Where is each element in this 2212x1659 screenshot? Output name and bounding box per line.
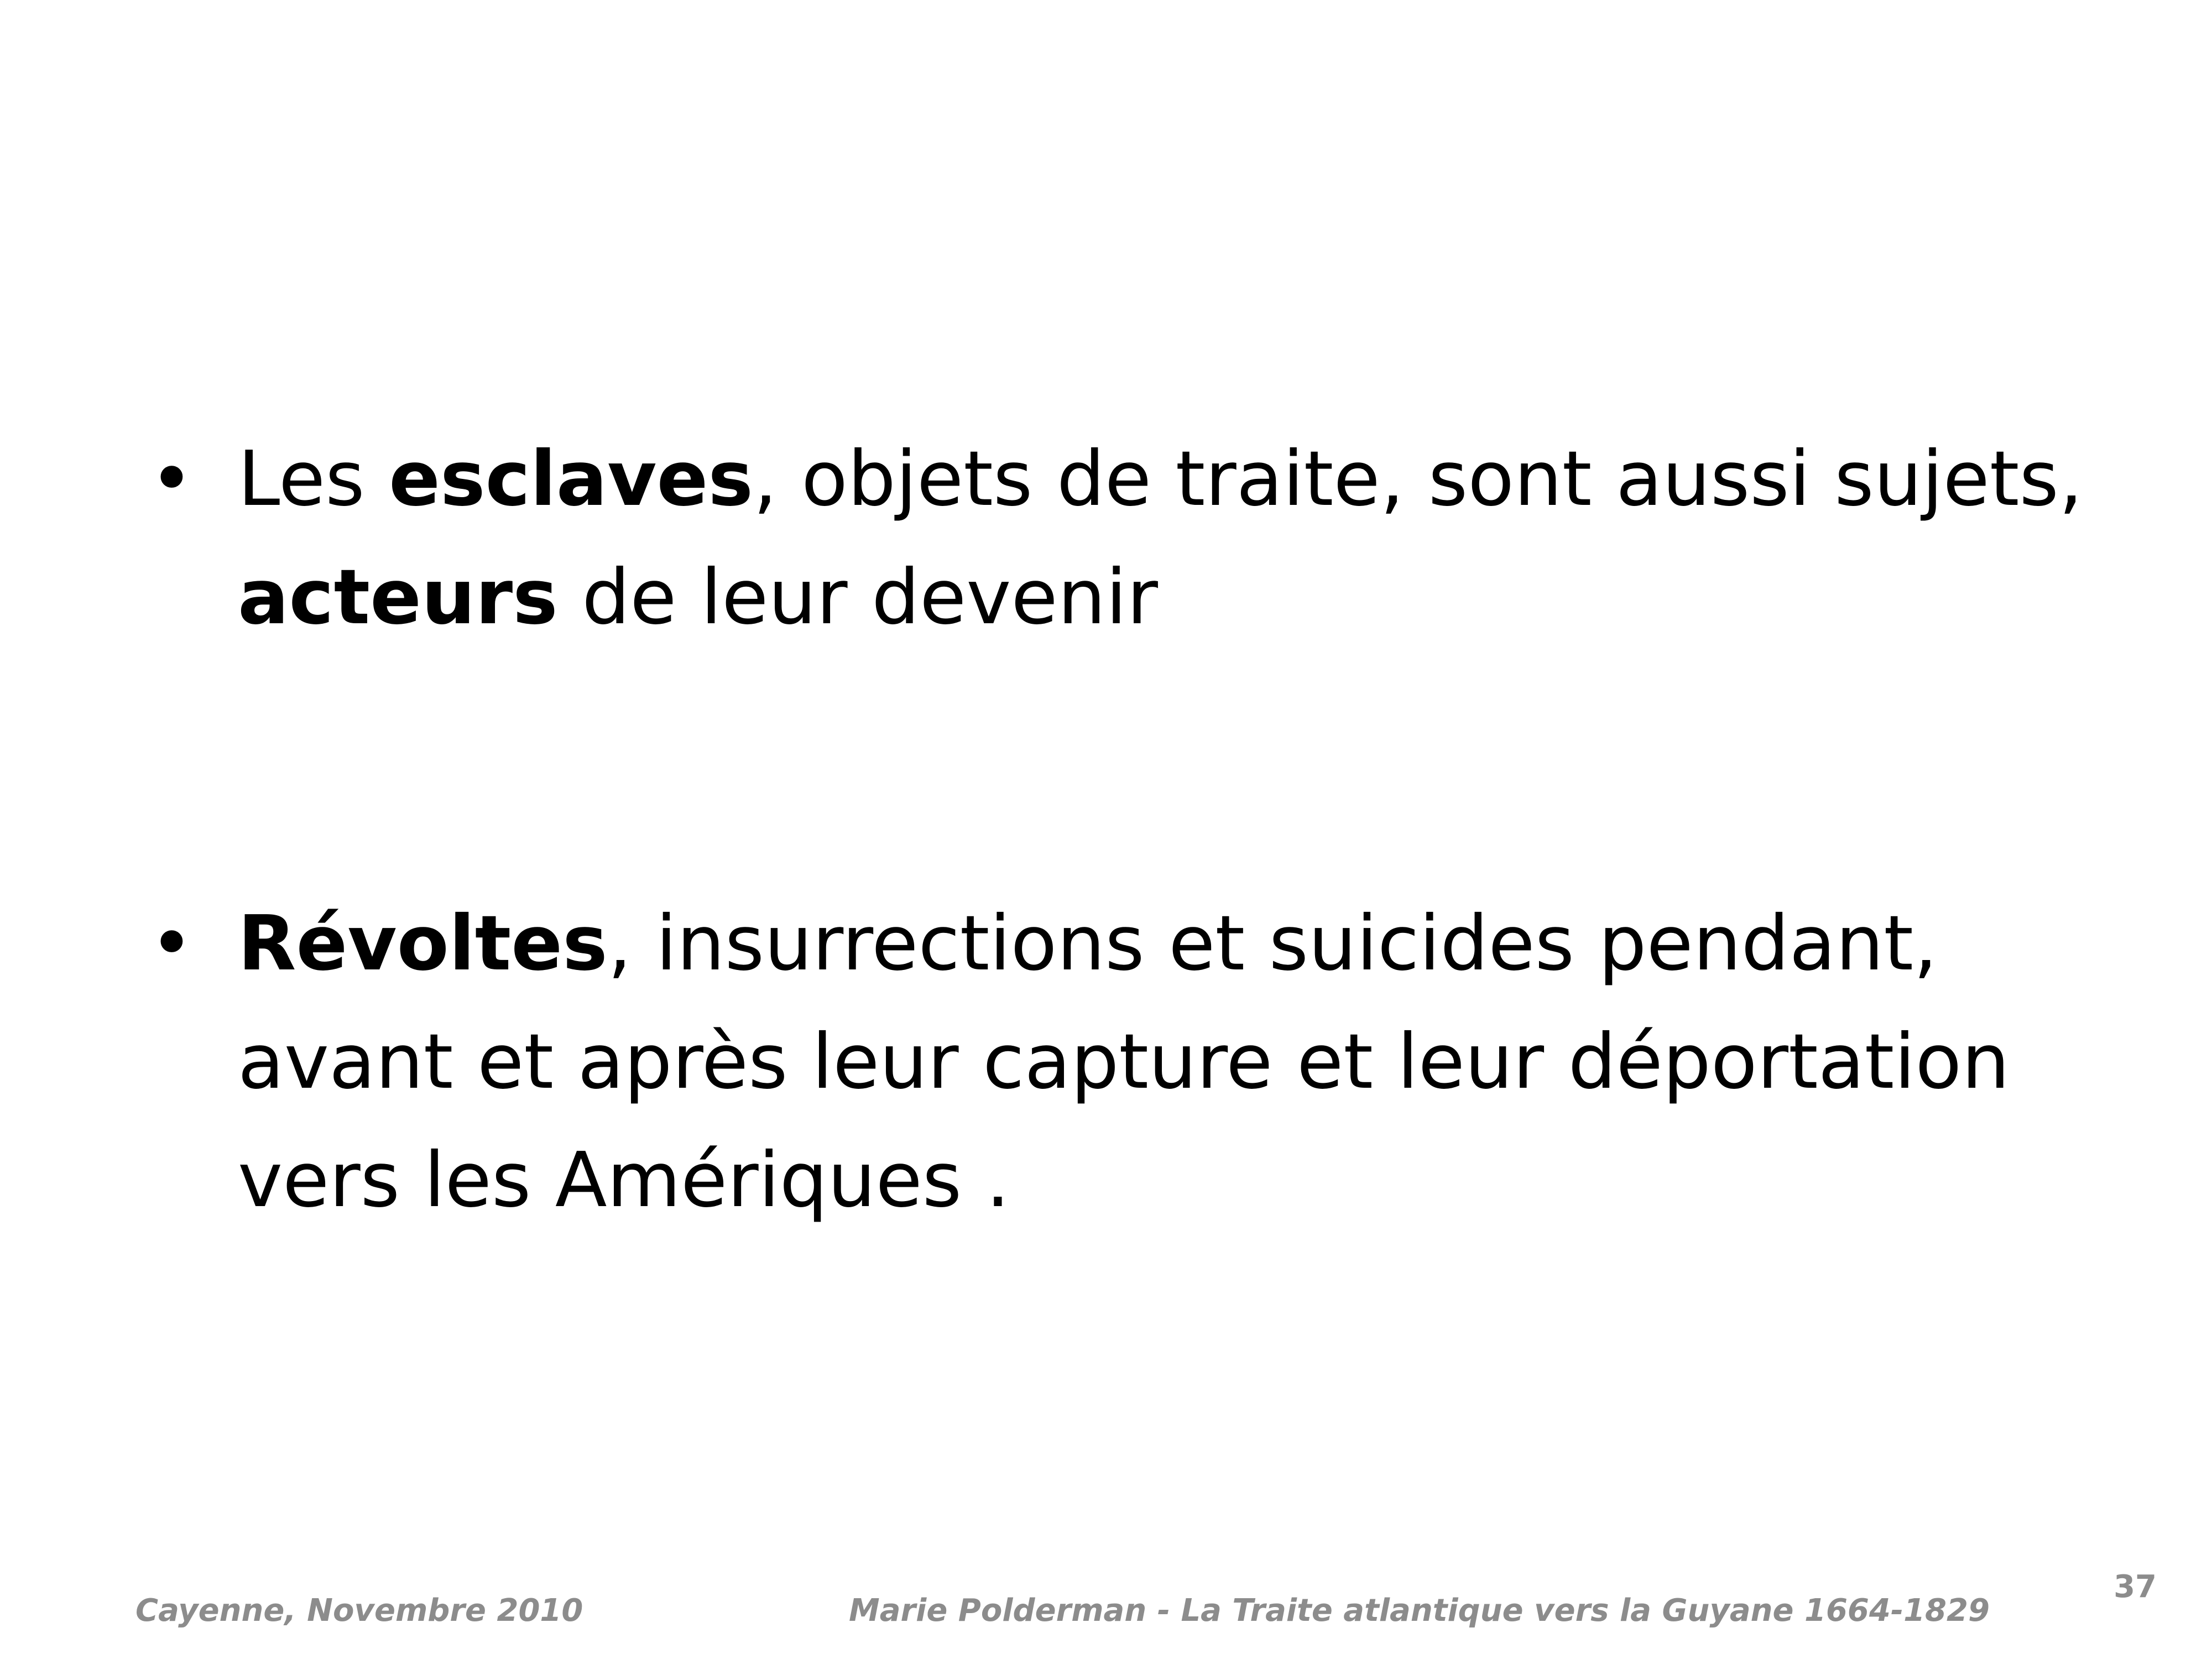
bullet-text-2	[238, 885, 2168, 1240]
bullet-dot-icon: •	[149, 900, 194, 988]
text-segment: , insurrections et suicides pendant, avant et après leur capture et leur déportation vers les Amériques .	[238, 900, 2010, 1224]
bullet-text-1	[238, 420, 2168, 657]
bold-term-revoltes: Révoltes	[238, 900, 608, 988]
bold-term-esclaves: esclaves	[389, 435, 753, 523]
slide-page-number: 37	[2114, 1569, 2157, 1605]
text-segment: , objets de traite, sont aussi sujets,	[753, 435, 2083, 523]
bullet-dot-icon: •	[149, 435, 194, 523]
footer-location-date: Cayenne, Novembre 2010	[135, 1593, 583, 1629]
text-segment: de leur devenir	[557, 554, 1158, 641]
footer-author-title: Marie Polderman - La Traite atlantique vers la Guyane 1664-1829	[849, 1593, 1990, 1629]
bold-term-acteurs: acteurs	[238, 554, 558, 641]
text-segment: Les	[238, 435, 389, 523]
